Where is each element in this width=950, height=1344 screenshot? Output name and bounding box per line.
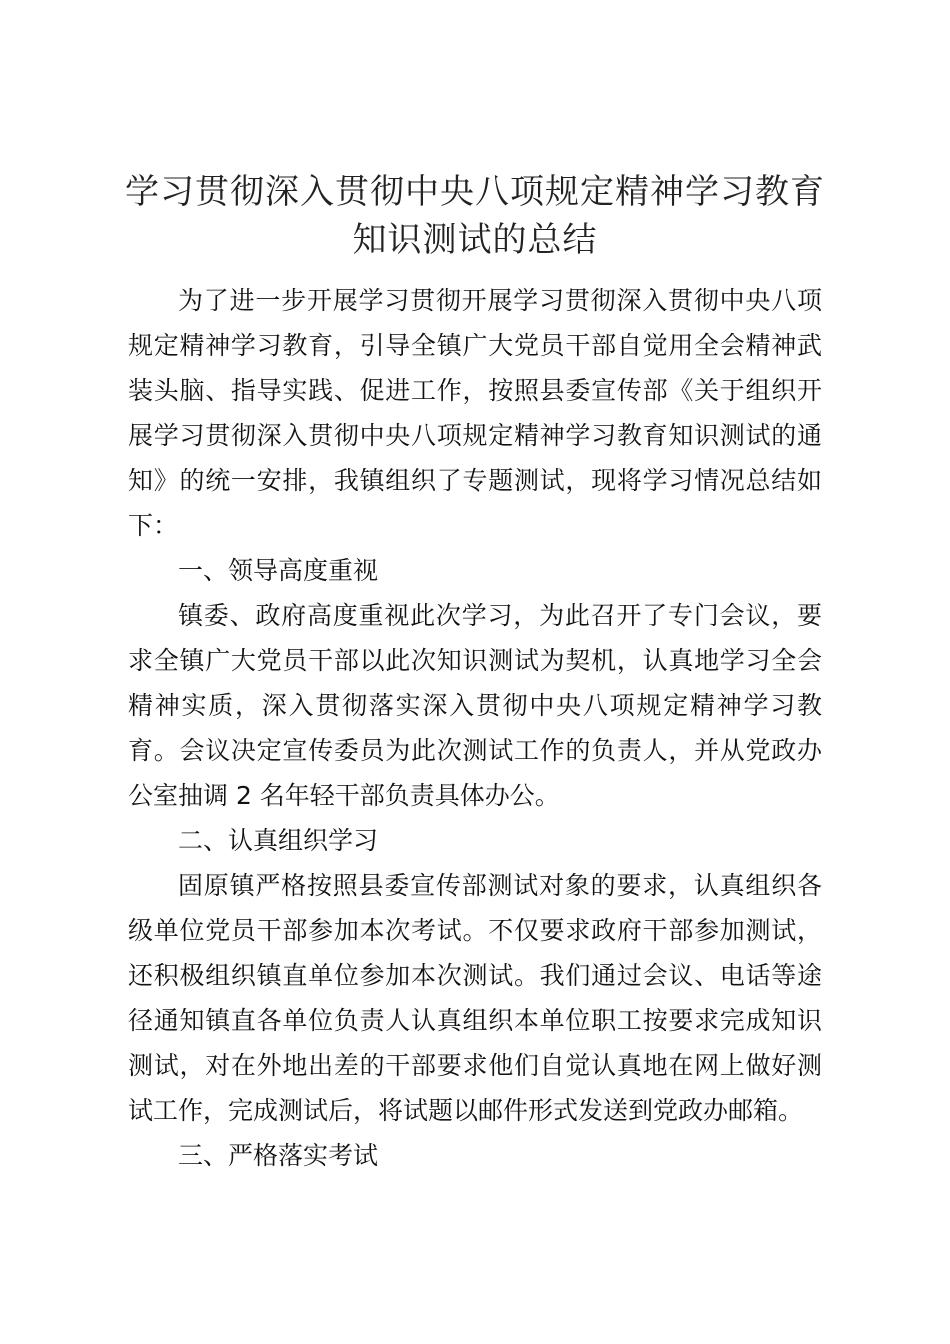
intro-paragraph: 为了进一步开展学习贯彻开展学习贯彻深入贯彻中央八项规定精神学习教育，引导全镇广大党员干部自觉用全会精神武装头脑、指导实践、促进工作，按照县委宣传部《关于组织开展学习贯彻深入贯彻中央八项规定精神学习教育知识测试的通知》的统一安排，我镇组织了专题测试，现将学习情况总结如下： bbox=[128, 286, 822, 540]
title-line-2: 知识测试的总结 bbox=[352, 220, 598, 260]
section-3-heading: 三、严格落实考试 bbox=[178, 1141, 379, 1170]
section-1-heading: 一、领导高度重视 bbox=[178, 556, 379, 585]
document-body bbox=[128, 278, 822, 1178]
document-title bbox=[122, 168, 828, 264]
section-2-heading: 二、认真组织学习 bbox=[178, 826, 379, 855]
section-2-paragraph: 固原镇严格按照县委宣传部测试对象的要求，认真组织各级单位党员干部参加本次考试。不仅要求政府干部参加测试，还积极组织镇直单位参加本次测试。我们通过会议、电话等途径通知镇直各单位负责人认真组织本单位职工按要求完成知识测试，对在外地出差的干部要求他们自觉认真地在网上做好测试工作，完成测试后，将试题以邮件形式发送到党政办邮箱。 bbox=[128, 871, 822, 1125]
document-page bbox=[125, 168, 825, 1178]
title-line-1: 学习贯彻深入贯彻中央八项规定精神学习教育 bbox=[125, 172, 825, 212]
section-1-paragraph: 镇委、政府高度重视此次学习，为此召开了专门会议，要求全镇广大党员干部以此次知识测试为契机，认真地学习全会精神实质，深入贯彻落实深入贯彻中央八项规定精神学习教育。会议决定宣传委员为此次测试工作的负责人，并从党政办公室抽调 2 名年轻干部负责具体办公。 bbox=[128, 601, 822, 810]
